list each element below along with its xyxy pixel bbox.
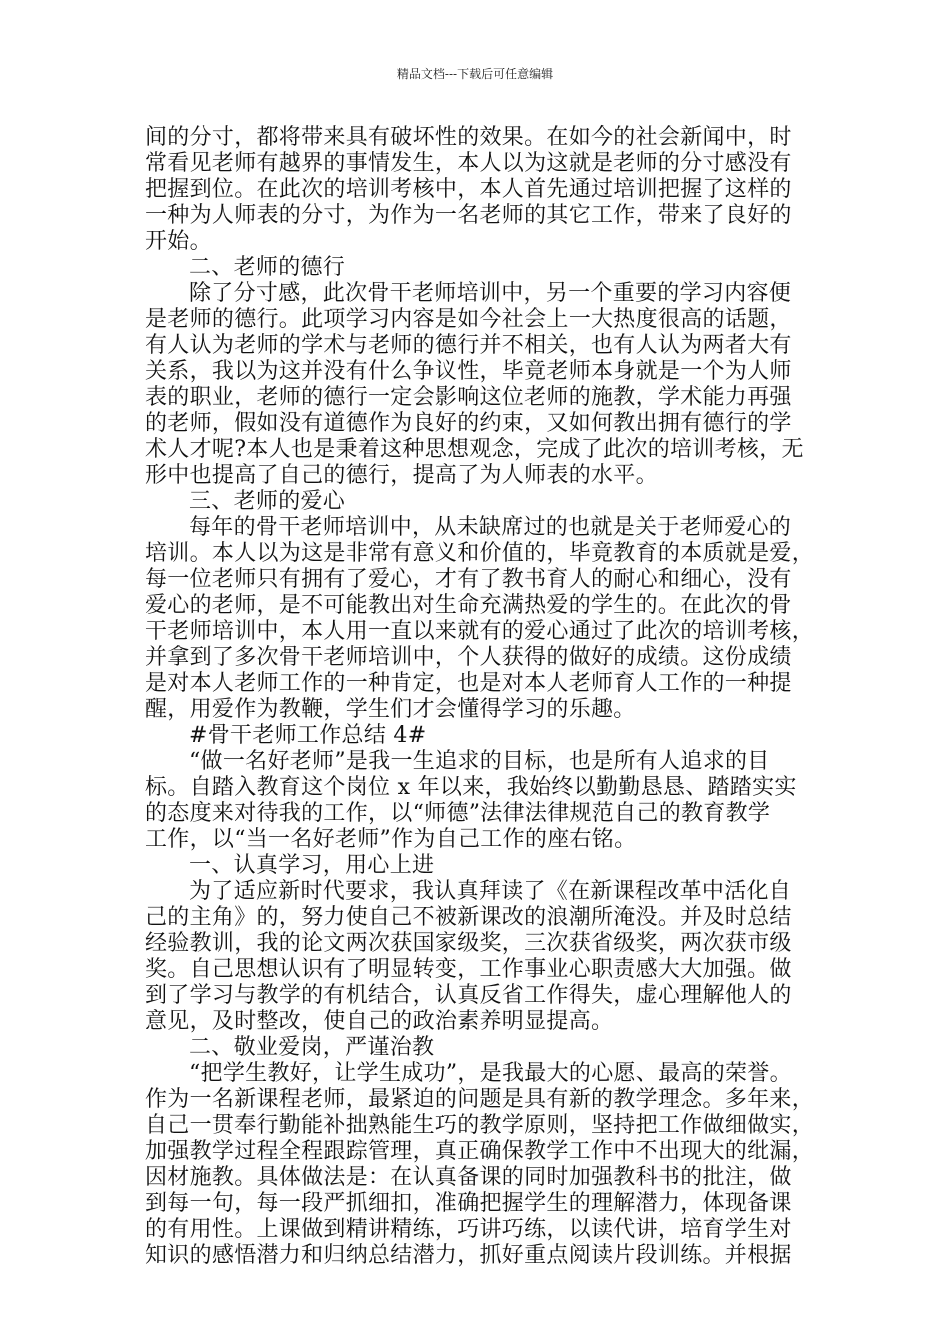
section-heading: #骨干老师工作总结 4# — [189, 723, 427, 748]
text-line: 并拿到了多次骨干老师培训中，个人获得的做好的成绩。这份成绩 — [145, 645, 792, 670]
text-line: 到了学习与教学的有机结合，认真反省工作得失，虚心理解他人的 — [145, 983, 792, 1008]
paragraph-first-line: 为了适应新时代要求，我认真拜读了《在新课程改革中活化自 — [189, 879, 792, 904]
text-line: 知识的感悟潜力和归纳总结潜力，抓好重点阅读片段训练。并根据 — [145, 1243, 792, 1268]
document-body — [145, 125, 815, 1269]
text-line: 表的职业，老师的德行一定会影响这位老师的施教，学术能力再强 — [145, 385, 792, 410]
text-line: 是老师的德行。此项学习内容是如今社会上一大热度很高的话题， — [145, 307, 792, 332]
text-line: 的态度来对待我的工作，以“师德”法律法律规范自己的教育教学 — [145, 801, 771, 826]
text-line: 意见，及时整改，使自己的政治素养明显提高。 — [145, 1009, 614, 1034]
section-heading: 一、认真学习，用心上进 — [189, 853, 435, 878]
text-line: 自己一贯奉行勤能补拙熟能生巧的教学原则，坚持把工作做细做实， — [145, 1113, 815, 1138]
page-header: 精品文档---下载后可任意编辑 — [396, 67, 554, 81]
paragraph-first-line: 除了分寸感，此次骨干老师培训中，另一个重要的学习内容便 — [189, 281, 792, 306]
text-line: 的老师，假如没有道德作为良好的约束，又如何教出拥有德行的学 — [145, 411, 792, 436]
text-line: 形中也提高了自己的德行，提高了为人师表的水平。 — [145, 463, 658, 488]
text-line: 作为一名新课程老师，最紧迫的问题是具有新的教学理念。多年来， — [145, 1087, 815, 1112]
paragraph-first-line: 每年的骨干老师培训中，从未缺席过的也就是关于老师爱心的 — [189, 515, 792, 540]
text-line: 常看见老师有越界的事情发生，本人以为这就是老师的分寸感没有 — [145, 151, 792, 176]
text-line: 把握到位。在此次的培训考核中，本人首先通过培训把握了这样的 — [145, 177, 792, 202]
text-line: 术人才呢?本人也是秉着这种思想观念，完成了此次的培训考核，无 — [145, 437, 804, 462]
text-line: 的有用性。上课做到精讲精练，巧讲巧练，以读代讲，培育学生对 — [145, 1217, 792, 1242]
text-line: 是对本人老师工作的一种肯定，也是对本人老师育人工作的一种提 — [145, 671, 792, 696]
text-line: 一种为人师表的分寸，为作为一名老师的其它工作，带来了良好的 — [145, 203, 792, 228]
paragraph-first-line: “把学生教好，让学生成功”，是我最大的心愿、最高的荣誉。 — [189, 1061, 792, 1086]
text-line: 到每一句，每一段严抓细扣，准确把握学生的理解潜力，体现备课 — [145, 1191, 792, 1216]
text-line: 有人认为老师的学术与老师的德行并不相关，也有人认为两者大有 — [145, 333, 792, 358]
text-line: 工作，以“当一名好老师”作为自己工作的座右铭。 — [145, 827, 637, 852]
text-line: 干老师培训中，本人用一直以来就有的爱心通过了此次的培训考核， — [145, 619, 815, 644]
text-line: 间的分寸，都将带来具有破坏性的效果。在如今的社会新闻中，时 — [145, 125, 792, 150]
text-line: 醒，用爱作为教鞭，学生们才会懂得学习的乐趣。 — [145, 697, 636, 722]
text-line: 因材施教。具体做法是：在认真备课的同时加强教科书的批注，做 — [145, 1165, 792, 1190]
text-line: 关系，我以为这并没有什么争议性，毕竟老师本身就是一个为人师 — [145, 359, 792, 384]
text-line: 每一位老师只有拥有了爱心，才有了教书育人的耐心和细心，没有 — [145, 567, 792, 592]
section-heading: 二、老师的德行 — [189, 255, 346, 280]
paragraph-first-line: “做一名好老师”是我一生追求的目标，也是所有人追求的目 — [189, 749, 770, 774]
section-heading: 二、敬业爱岗，严谨治教 — [189, 1035, 435, 1060]
text-line: 标。自踏入教育这个岗位 x 年以来，我始终以勤勤恳恳、踏踏实实 — [145, 775, 797, 800]
text-line: 奖。自己思想认识有了明显转变，工作事业心职责感大大加强。做 — [145, 957, 792, 982]
text-line: 经验教训，我的论文两次获国家级奖，三次获省级奖，两次获市级 — [145, 931, 792, 956]
text-line: 己的主角》的，努力使自己不被新课改的浪潮所淹没。并及时总结 — [145, 905, 792, 930]
text-line: 爱心的老师，是不可能教出对生命充满热爱的学生的。在此次的骨 — [145, 593, 792, 618]
text-line: 开始。 — [145, 229, 212, 254]
text-line: 培训。本人以为这是非常有意义和价值的，毕竟教育的本质就是爱， — [145, 541, 815, 566]
text-line: 加强教学过程全程跟踪管理，真正确保教学工作中不出现大的纰漏， — [145, 1139, 815, 1164]
section-heading: 三、老师的爱心 — [189, 489, 346, 514]
